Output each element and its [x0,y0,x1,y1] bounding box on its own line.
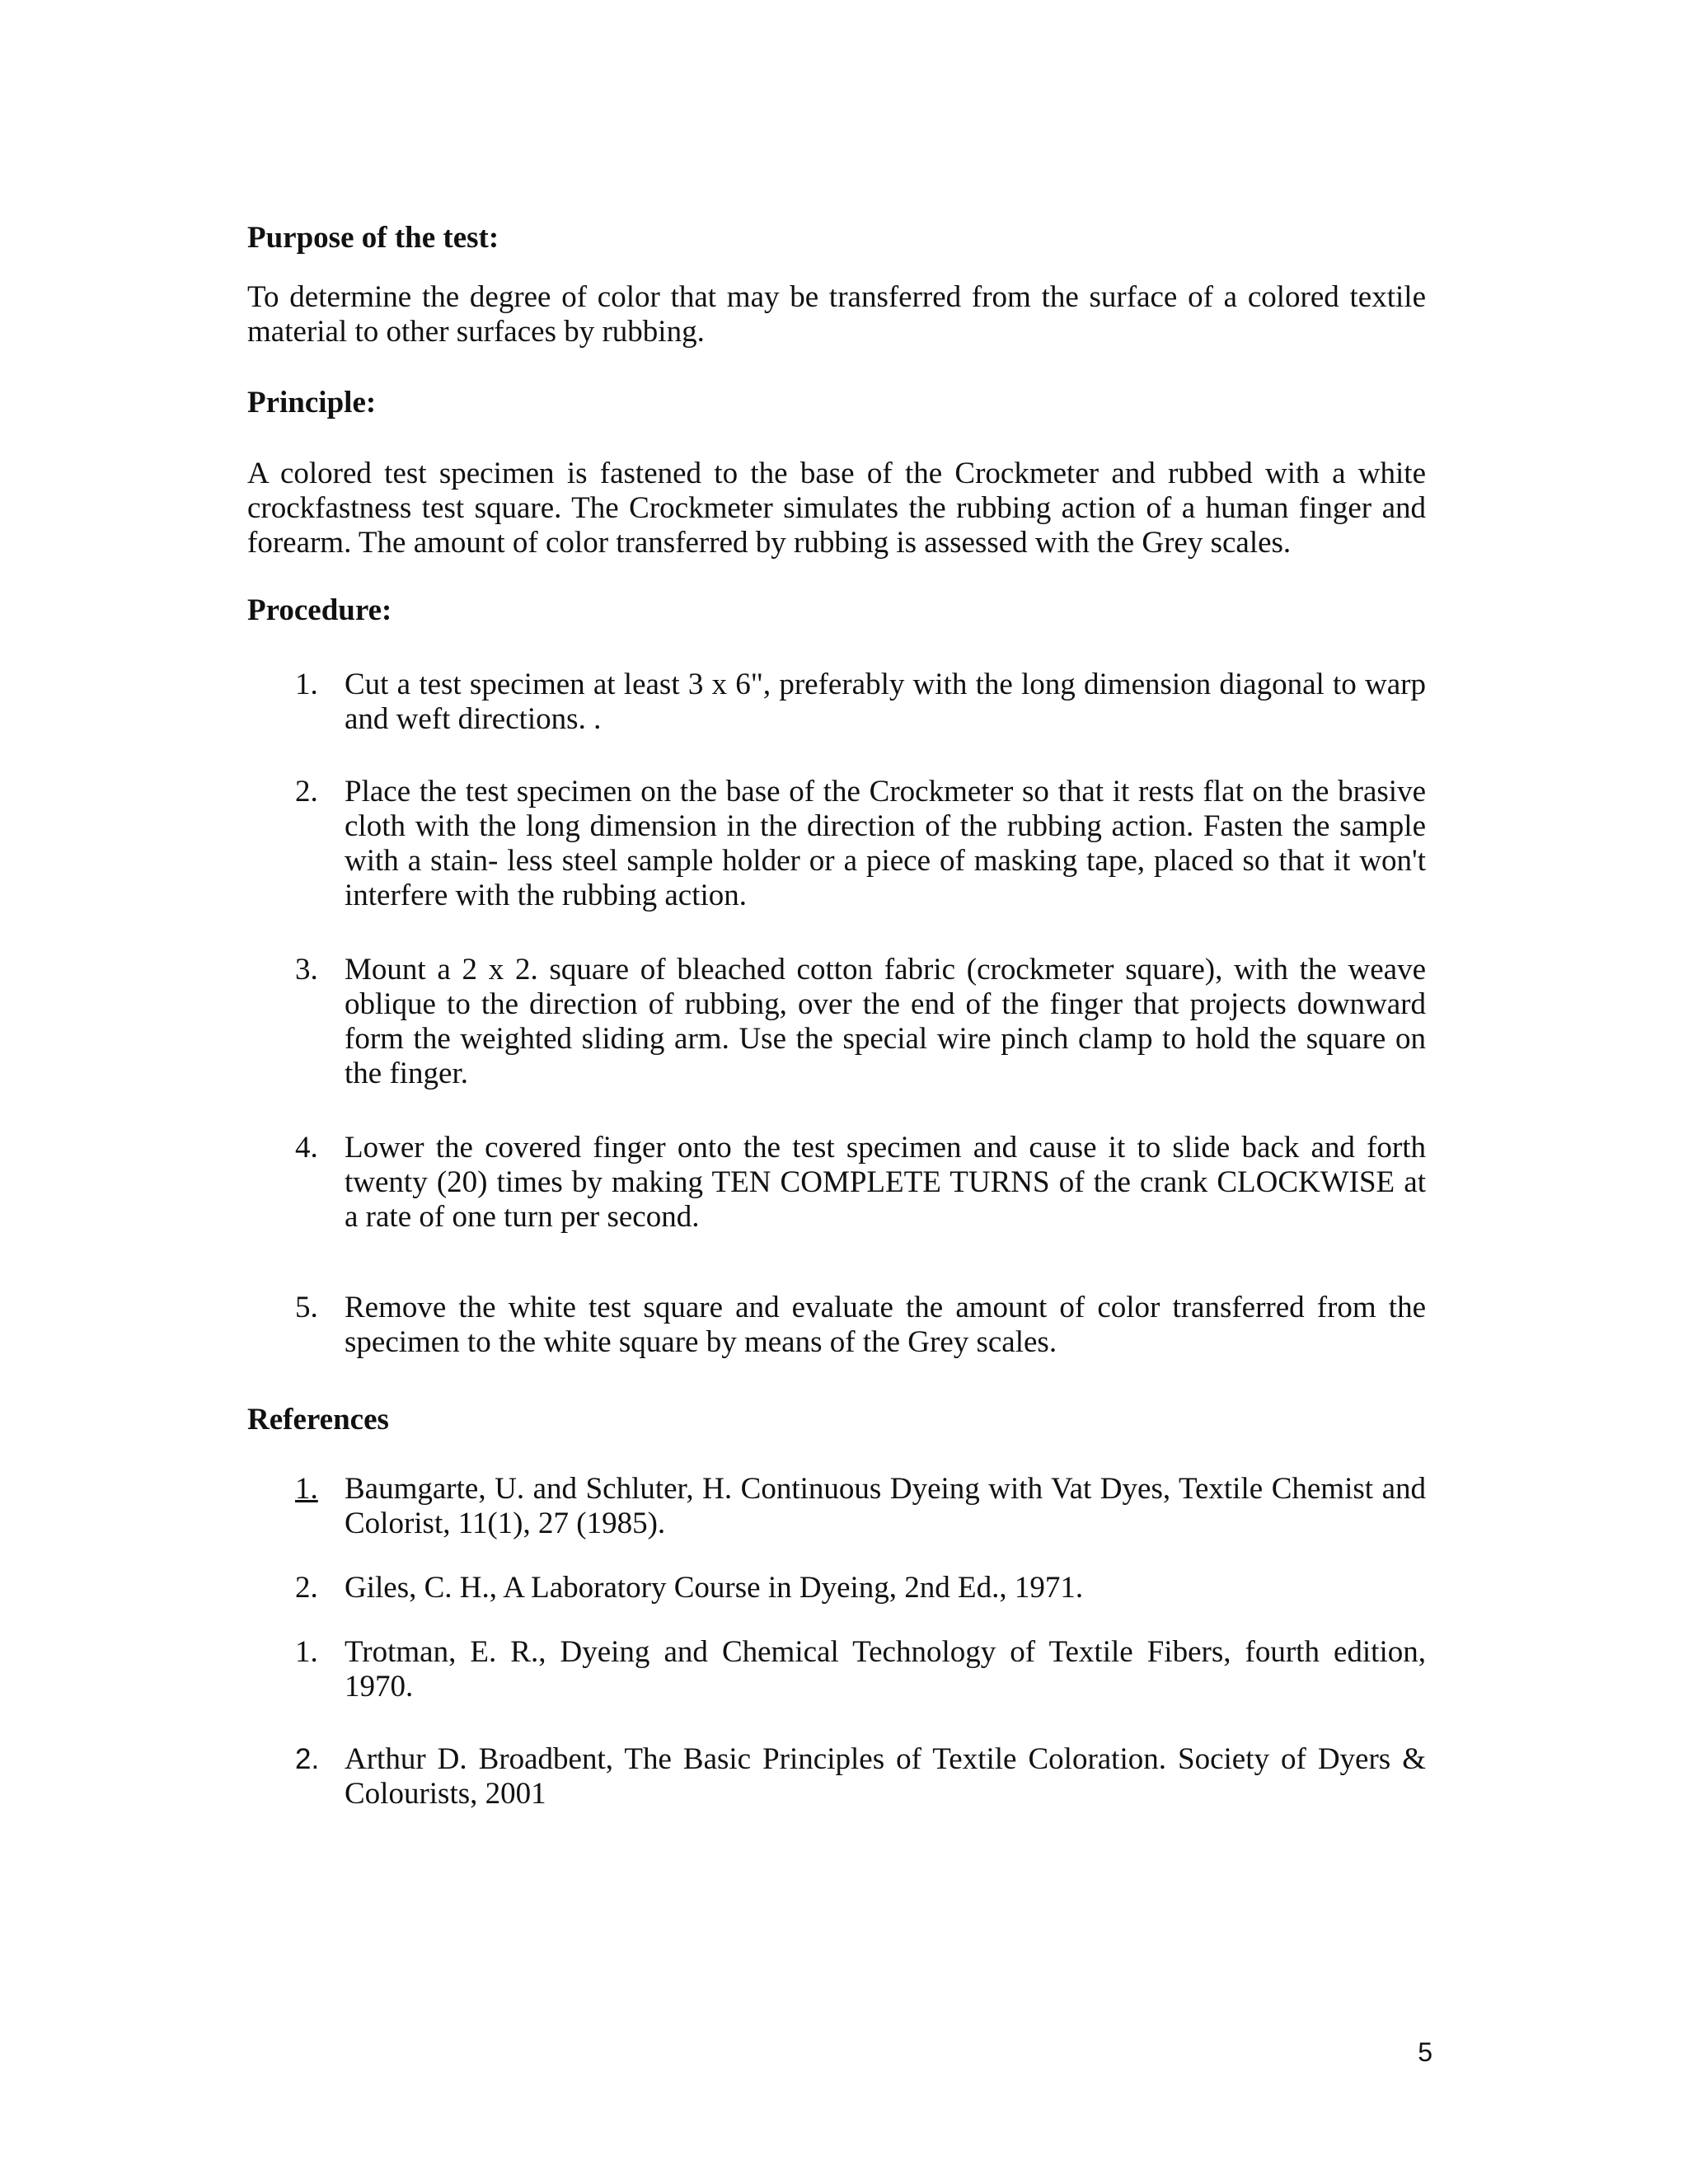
reference-text: Baumgarte, U. and Schluter, H. Continuous Dyeing with Vat Dyes, Textile Chemist and Colorist, 11(1), 27 (1985). [345,1472,1426,1540]
step-text: Remove the white test square and evaluate the amount of color transferred from the specimen to the white square by means of the Grey scales. [345,1291,1426,1359]
references-heading: References [247,1403,389,1436]
reference-text: Arthur D. Broadbent, The Basic Principles of Textile Coloration. Society of Dyers & Colourists, 2001 [345,1742,1426,1811]
procedure-step [247,1131,1426,1235]
principle-heading: Principle: [247,386,377,419]
reference-number: 1. [295,1635,318,1669]
reference-item [247,1571,1426,1605]
reference-item [247,1635,1426,1704]
step-number: 3. [295,953,318,987]
procedure-step [247,1291,1426,1360]
purpose-text: To determine the degree of color that may be transferred from the surface of a colored textile material to other surfaces by rubbing. [247,280,1426,349]
reference-number: 1. [295,1472,318,1506]
procedure-step [247,953,1426,1091]
reference-text: Giles, C. H., A Laboratory Course in Dyeing, 2nd Ed., 1971. [345,1571,1084,1605]
reference-text: Trotman, E. R., Dyeing and Chemical Technology of Textile Fibers, fourth edition, 1970. [345,1635,1426,1704]
procedure-step [247,775,1426,913]
purpose-heading: Purpose of the test: [247,221,499,255]
step-number: 5. [295,1291,318,1324]
step-text: Cut a test specimen at least 3 x 6", preferably with the long dimension diagonal to warp and weft directions. . [345,668,1426,736]
reference-item [247,1742,1426,1811]
reference-item [247,1472,1426,1541]
step-text: Place the test specimen on the base of the Crockmeter so that it rests flat on the brasive cloth with the long dimension in the direction of the rubbing action. Fasten the sample with a stain- less steel sample holder or a piece of masking tape, placed so that it won't interfere with the rubbing action. [345,775,1426,912]
step-text: Lower the covered finger onto the test specimen and cause it to slide back and forth twenty (20) times by making TEN COMPLETE TURNS of the crank CLOCKWISE at a rate of one turn per second. [345,1131,1426,1234]
step-number: 2. [295,775,318,808]
reference-number: 2. [295,1743,320,1775]
reference-number: 2. [295,1571,318,1605]
step-number: 1. [295,668,318,701]
step-text: Mount a 2 x 2. square of bleached cotton fabric (crockmeter square), with the weave oblique to the direction of rubbing, over the end of the finger that projects downward form the weighted sliding arm. Use the special wire pinch clamp to hold the square on the finger. [345,953,1426,1090]
page-number: 5 [1418,2037,1432,2067]
procedure-heading: Procedure: [247,593,392,627]
references-list [247,1472,1426,1811]
procedure-step [247,668,1426,737]
procedure-list [247,668,1426,1360]
step-number: 4. [295,1131,318,1165]
principle-text: A colored test specimen is fastened to the base of the Crockmeter and rubbed with a white crockfastness test square. The Crockmeter simulates the rubbing action of a human finger and forearm. The amount of color transferred by rubbing is assessed with the Grey scales. [247,457,1426,560]
page-content [247,221,1426,1811]
